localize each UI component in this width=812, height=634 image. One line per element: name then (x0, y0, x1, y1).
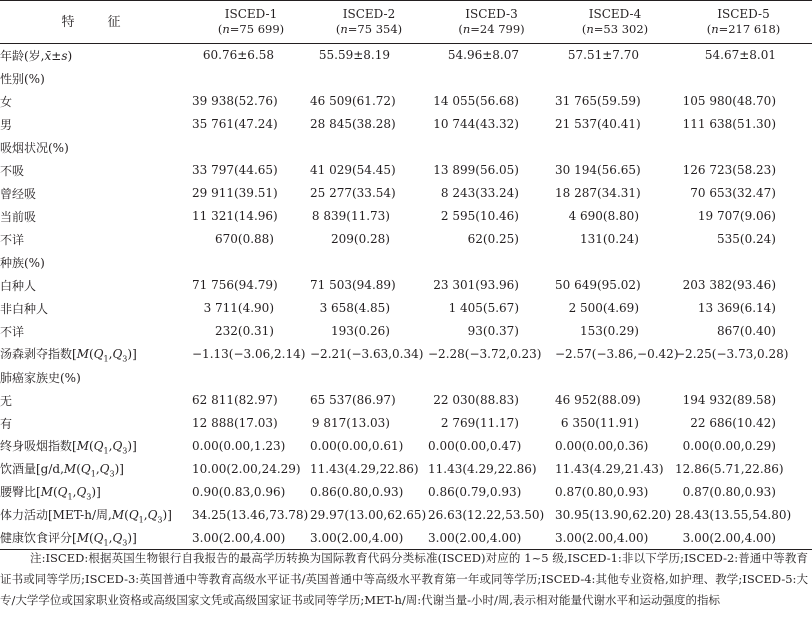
cell-isced-2: 3 658(4.85) (319, 301, 390, 315)
table-row (0, 44, 812, 67)
table-row (0, 481, 812, 504)
table-row (0, 458, 812, 481)
cell-isced-1: 35 761(47.24) (192, 117, 278, 131)
row-label: 男 (0, 117, 13, 132)
row-label: 汤森剥夺指数$[M(Q_1,Q_3)]$ (0, 346, 137, 364)
row-label: 健康饮食评分$[M(Q_1,Q_3)]$ (0, 527, 192, 550)
row-label: 腰臀比$[M(Q_1,Q_3)]$ (0, 484, 101, 502)
table-row (0, 113, 812, 136)
cell-isced-1: 3.00(2.00,4.00) (192, 527, 310, 550)
cell-isced-4 (555, 251, 675, 274)
table-row (0, 504, 812, 527)
table-row (0, 90, 812, 113)
table-body (0, 44, 812, 550)
cell-isced-5 (675, 366, 812, 389)
cell-isced-4: 31 765(59.59) (555, 94, 641, 108)
row-label: 终身吸烟指数$[M(Q_1,Q_3)]$ (0, 438, 137, 456)
cell-isced-4: 30 194(56.65) (555, 163, 641, 177)
table-row (0, 366, 812, 389)
cell-isced-5 (675, 136, 812, 159)
row-label: 体力活动[MET-h/周$,M(Q_1,Q_3)$] (0, 507, 172, 525)
cell-isced-4: 11.43(4.29,21.43) (555, 462, 664, 476)
cell-isced-5: 19 707(9.06) (697, 209, 776, 223)
cell-isced-4: 4 690(8.80) (568, 209, 639, 223)
cell-isced-4: 57.51±7.70 (567, 48, 639, 63)
cell-isced-2: 3.00(2.00,4.00) (310, 527, 428, 550)
cell-isced-3: 23 301(93.96) (433, 278, 519, 292)
row-label: 年龄(岁,x̄±s) (0, 48, 73, 63)
table-row (0, 320, 812, 343)
table-row (0, 67, 812, 90)
cell-isced-1: 0.00(0.00,1.23) (192, 439, 286, 453)
cell-isced-5: 535(0.24) (717, 232, 776, 246)
cell-isced-3: 2 595(10.46) (440, 209, 519, 223)
header-group-n: (n=24 799) (458, 22, 525, 36)
cell-isced-2: 11.43(4.29,22.86) (310, 462, 419, 476)
cell-isced-2: 46 509(61.72) (310, 94, 396, 108)
header-group-name: ISCED-2 (342, 7, 396, 21)
cell-isced-3: 54.96±8.07 (447, 48, 519, 63)
cell-isced-1: 11 321(14.96) (192, 209, 278, 223)
cell-isced-4: 0.87(0.80,0.93) (555, 485, 649, 499)
cell-isced-1 (192, 251, 310, 274)
cell-isced-5: 0.00(0.00,0.29) (682, 439, 776, 453)
row-label: 饮酒量$[g/d,M(Q_1,Q_3)]$ (0, 461, 124, 479)
cell-isced-1 (192, 136, 310, 159)
row-label: 肺癌家族史(%) (0, 370, 81, 385)
table-row (0, 205, 812, 228)
cell-isced-2: 25 277(33.54) (310, 186, 396, 200)
cell-isced-3: 1 405(5.67) (448, 301, 519, 315)
row-label: 有 (0, 416, 13, 431)
table-row (0, 297, 812, 320)
cell-isced-3: 11.43(4.29,22.86) (428, 462, 537, 476)
row-label: 不详 (0, 324, 25, 339)
cell-isced-4: 0.00(0.00,0.36) (555, 439, 649, 453)
cell-isced-2: 71 503(94.89) (310, 278, 396, 292)
table-row (0, 343, 812, 366)
table-row (0, 435, 812, 458)
cell-isced-4: 2 500(4.69) (568, 301, 639, 315)
cell-isced-1: 60.76±6.58 (202, 48, 274, 63)
cell-isced-4: 46 952(88.09) (555, 393, 641, 407)
table-footnote (0, 548, 812, 611)
cell-isced-2 (310, 136, 428, 159)
cell-isced-3: −2.28(−3.72,0.23) (428, 347, 542, 361)
cell-isced-1 (192, 67, 310, 90)
row-label: 白种人 (0, 278, 37, 293)
cell-isced-2: 41 029(54.45) (310, 163, 396, 177)
row-label: 吸烟状况(%) (0, 140, 69, 155)
row-label: 非白种人 (0, 301, 49, 316)
cell-isced-1: 62 811(82.97) (192, 393, 278, 407)
cell-isced-1: 34.25(13.46,73.78) (192, 508, 309, 522)
header-group-name: ISCED-4 (588, 7, 642, 21)
cell-isced-5: 28.43(13.55,54.80) (675, 508, 792, 522)
cell-isced-3: 62(0.25) (467, 232, 519, 246)
cell-isced-3: 2 769(11.17) (440, 416, 519, 430)
row-label: 曾经吸 (0, 186, 37, 201)
cell-isced-4: 3.00(2.00,4.00) (555, 527, 675, 550)
header-group-name: ISCED-1 (224, 7, 278, 21)
table-row (0, 389, 812, 412)
row-label: 女 (0, 94, 13, 109)
cell-isced-1: −1.13(−3.06,2.14) (192, 347, 306, 361)
row-label: 不详 (0, 232, 25, 247)
cell-isced-3 (428, 251, 555, 274)
footnote-text: 注:ISCED:根据英国生物银行自我报告的最高学历转换为国际教育代码分类标准(ISCED)对应的 1~5 级,ISCED-1:非以下学历;ISCED-2:普通中等教育证书或同等学历;ISCED-3:英国普通中等教育高级水平证书/英国普通中等高级水平教育第一年或同等学历;ISCED-4:其他专业资格,如护理、教学;ISCED-5:大专/大学学位或国家职业资格或高级国家文凭或高级国家证书或同等学历;MET-h/周:代谢当量-小时/周,表示相对能量代谢水平和运动强度的指标 (0, 551, 808, 607)
table-row (0, 228, 812, 251)
header-group-n: (n=53 302) (581, 22, 649, 36)
cell-isced-5 (675, 251, 812, 274)
header-group-n: (n=75 699) (217, 22, 285, 36)
cell-isced-2: 8 839(11.73) (311, 209, 390, 223)
cell-isced-5: 126 723(58.23) (682, 163, 776, 177)
cell-isced-4: 6 350(11.91) (560, 416, 639, 430)
cell-isced-1: 3 711(4.90) (203, 301, 274, 315)
cell-isced-2 (310, 67, 428, 90)
table-row (0, 182, 812, 205)
cell-isced-5: 0.87(0.80,0.93) (682, 485, 776, 499)
cell-isced-4: 131(0.24) (580, 232, 639, 246)
table-header-row (0, 1, 812, 44)
cell-isced-4: 50 649(95.02) (555, 278, 641, 292)
cell-isced-5 (675, 67, 812, 90)
cell-isced-2: 28 845(38.28) (310, 117, 396, 131)
row-label: 当前吸 (0, 209, 37, 224)
cell-isced-4: 18 287(34.31) (555, 186, 641, 200)
cell-isced-4 (555, 136, 675, 159)
cell-isced-3 (428, 136, 555, 159)
cell-isced-3: 0.00(0.00,0.47) (428, 439, 522, 453)
cell-isced-2: 65 537(86.97) (310, 393, 396, 407)
table-row (0, 412, 812, 435)
cell-isced-5: 3.00(2.00,4.00) (675, 527, 812, 550)
cell-isced-1: 39 938(52.76) (192, 94, 278, 108)
table-row (0, 136, 812, 159)
cell-isced-2: 55.59±8.19 (318, 48, 390, 63)
cell-isced-5: 70 653(32.47) (690, 186, 776, 200)
cell-isced-1: 0.90(0.83,0.96) (192, 485, 286, 499)
table-row (0, 251, 812, 274)
cell-isced-4: 30.95(13.90,62.20) (555, 508, 672, 522)
cell-isced-1: 71 756(94.79) (192, 278, 278, 292)
header-isced-5 (675, 1, 812, 44)
table-row (0, 527, 812, 550)
cell-isced-1: 33 797(44.65) (192, 163, 278, 177)
cell-isced-3: 13 899(56.05) (433, 163, 519, 177)
cell-isced-3: 10 744(43.32) (433, 117, 519, 131)
cell-isced-1: 12 888(17.03) (192, 416, 278, 430)
cell-isced-3: 0.86(0.79,0.93) (428, 485, 522, 499)
cell-isced-2: 0.86(0.80,0.93) (310, 485, 404, 499)
cell-isced-5: 194 932(89.58) (682, 393, 776, 407)
cell-isced-5: 54.67±8.01 (704, 48, 776, 63)
cell-isced-1: 670(0.88) (215, 232, 274, 246)
cell-isced-3 (428, 366, 555, 389)
header-isced-1 (192, 1, 310, 44)
row-label: 性别(%) (0, 71, 45, 86)
header-group-name: ISCED-3 (465, 7, 518, 21)
cell-isced-5: 13 369(6.14) (697, 301, 776, 315)
cell-isced-3: 14 055(56.68) (433, 94, 519, 108)
cell-isced-1: 29 911(39.51) (192, 186, 278, 200)
cell-isced-3: 26.63(12.22,53.50) (428, 508, 545, 522)
cell-isced-2: 193(0.26) (331, 324, 390, 338)
cell-isced-3: 3.00(2.00,4.00) (428, 527, 555, 550)
cell-isced-4: 21 537(40.41) (555, 117, 641, 131)
cell-isced-1 (192, 366, 310, 389)
cell-isced-5: 105 980(48.70) (682, 94, 776, 108)
header-isced-3 (428, 1, 555, 44)
header-group-n: (n=75 354) (335, 22, 403, 36)
cell-isced-4 (555, 67, 675, 90)
cell-isced-2 (310, 366, 428, 389)
cell-isced-3 (428, 67, 555, 90)
row-label: 无 (0, 393, 13, 408)
row-label: 不吸 (0, 163, 25, 178)
cell-isced-1: 232(0.31) (215, 324, 274, 338)
cell-isced-1: 10.00(2.00,24.29) (192, 462, 301, 476)
header-feature: 特 征 (0, 1, 192, 44)
cell-isced-2: 0.00(0.00,0.61) (310, 439, 404, 453)
cell-isced-4: −2.57(−3.86,−0.42) (555, 347, 679, 361)
cell-isced-2: −2.21(−3.63,0.34) (310, 347, 424, 361)
row-label: 种族(%) (0, 255, 45, 270)
header-isced-2 (310, 1, 428, 44)
cell-isced-3: 93(0.37) (467, 324, 519, 338)
cell-isced-5: 111 638(51.30) (682, 117, 776, 131)
table-row (0, 274, 812, 297)
table-row (0, 159, 812, 182)
cell-isced-2: 9 817(13.03) (311, 416, 390, 430)
cell-isced-5: 867(0.40) (717, 324, 776, 338)
cell-isced-2 (310, 251, 428, 274)
header-isced-4 (555, 1, 675, 44)
cell-isced-4 (555, 366, 675, 389)
cell-isced-5: 203 382(93.46) (682, 278, 776, 292)
header-group-name: ISCED-5 (717, 7, 770, 21)
cell-isced-2: 209(0.28) (331, 232, 390, 246)
header-group-n: (n=217 618) (706, 22, 781, 36)
cell-isced-3: 8 243(33.24) (440, 186, 519, 200)
cell-isced-3: 22 030(88.83) (433, 393, 519, 407)
cell-isced-4: 153(0.29) (580, 324, 639, 338)
cell-isced-5: 22 686(10.42) (690, 416, 776, 430)
cell-isced-5: −2.25(−3.73,0.28) (675, 347, 789, 361)
cell-isced-2: 29.97(13.00,62.65) (310, 508, 427, 522)
cell-isced-5: 12.86(5.71,22.86) (675, 462, 784, 476)
